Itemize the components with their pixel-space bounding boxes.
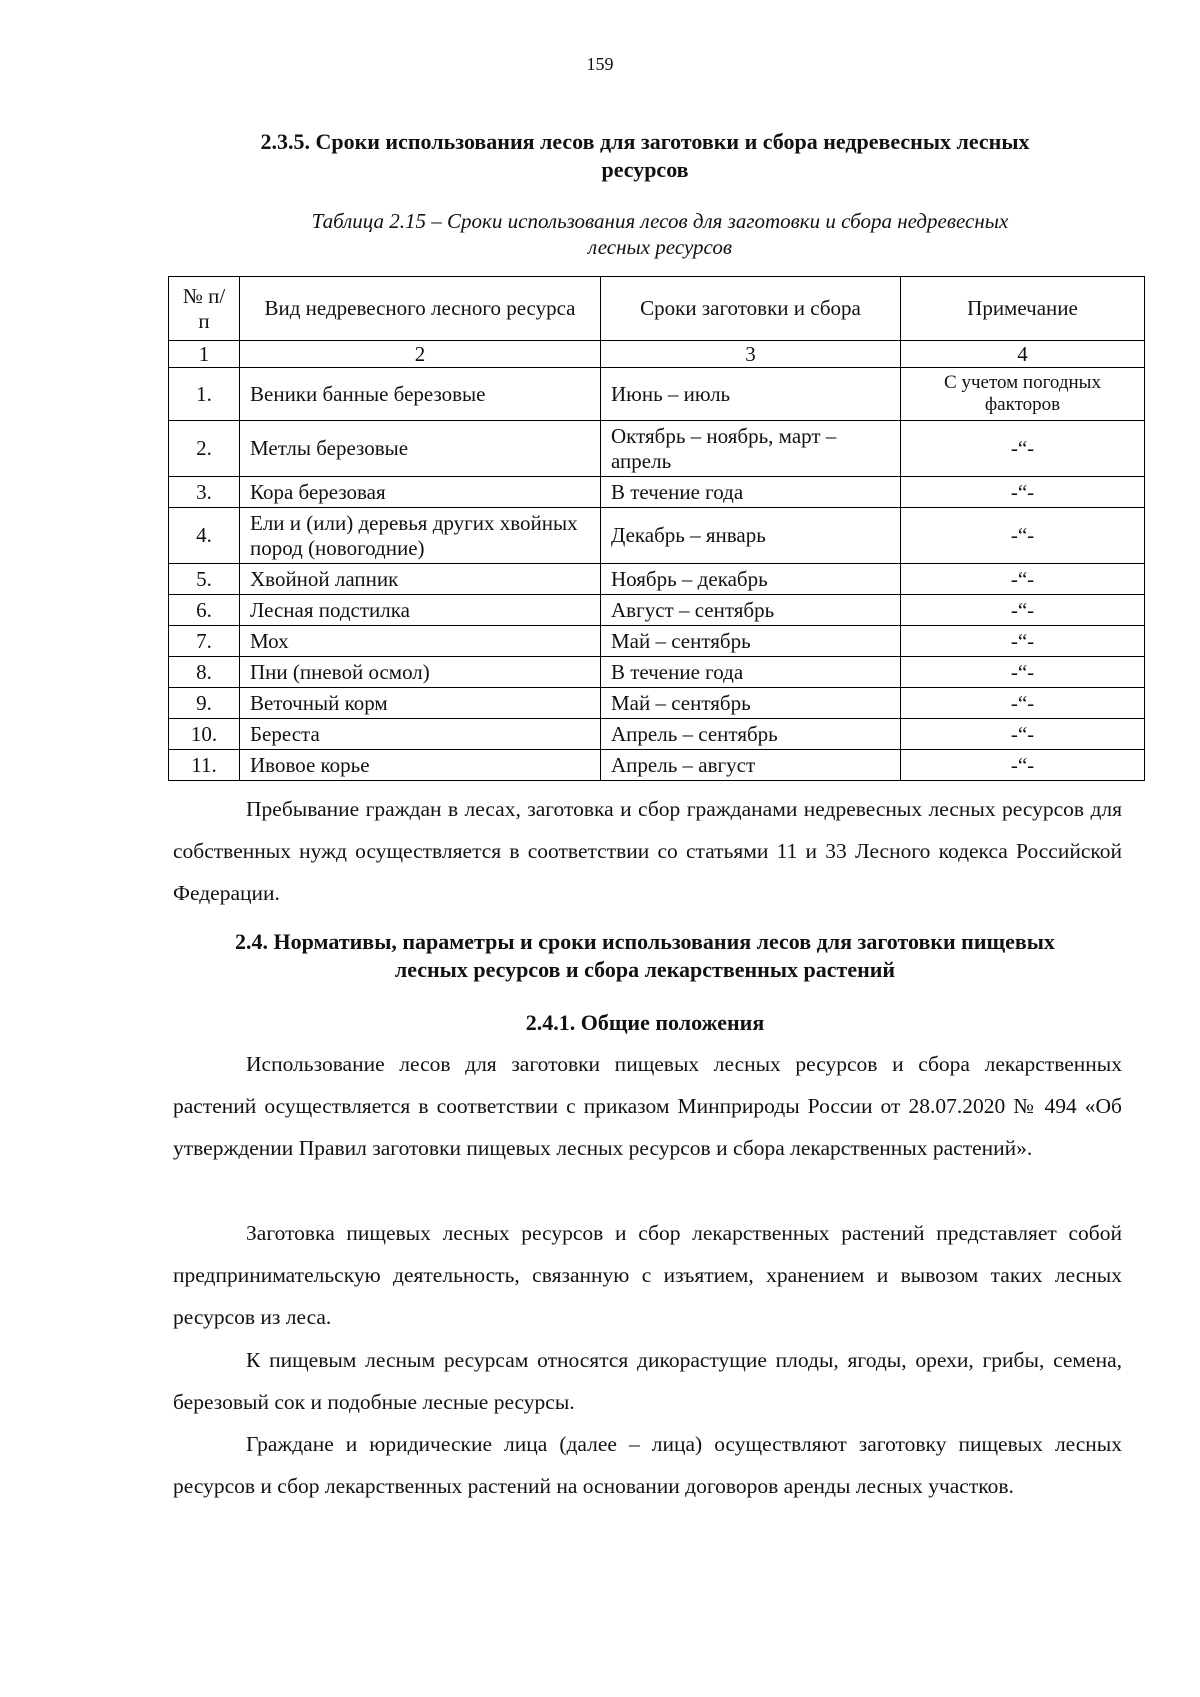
caption-line: Таблица 2.15 – Сроки использования лесов для заготовки и сбора недревесных	[311, 209, 1009, 233]
row-resource: Береста	[240, 719, 601, 750]
row-note: -“-	[901, 688, 1145, 719]
row-number: 10.	[169, 719, 240, 750]
header-number: № п/п	[169, 277, 240, 341]
row-note: -“-	[901, 750, 1145, 781]
row-note: -“-	[901, 595, 1145, 626]
row-note: -“-	[901, 657, 1145, 688]
row-resource: Ивовое корье	[240, 750, 601, 781]
row-period: Ноябрь – декабрь	[601, 564, 901, 595]
row-note: С учетом погодных факторов	[901, 368, 1145, 421]
caption-line: лесных ресурсов	[588, 235, 732, 259]
table-header-row	[169, 277, 1145, 341]
paragraph-food-resources: К пищевым лесным ресурсам относятся дикорастущие плоды, ягоды, орехи, грибы, семена, березовый сок и подобные лесные ресурсы.	[173, 1348, 1122, 1414]
row-period: Май – сентябрь	[601, 688, 901, 719]
table-row	[169, 688, 1145, 719]
table-row	[169, 564, 1145, 595]
section-2-4-1-heading: 2.4.1. Общие положения	[525, 1010, 765, 1035]
row-number: 8.	[169, 657, 240, 688]
resources-table	[168, 276, 1145, 781]
page-number: 159	[586, 54, 614, 74]
table-row	[169, 595, 1145, 626]
section-heading-line: 2.3.5. Сроки использования лесов для заготовки и сбора недревесных лесных	[260, 129, 1030, 154]
row-number: 6.	[169, 595, 240, 626]
row-number: 2.	[169, 421, 240, 477]
column-number: 2	[240, 341, 601, 368]
row-period: Апрель – август	[601, 750, 901, 781]
column-number: 3	[601, 341, 901, 368]
table-row	[169, 421, 1145, 477]
row-resource: Пни (пневой осмол)	[240, 657, 601, 688]
paragraph-lease-basis: Граждане и юридические лица (далее – лица) осуществляют заготовку пищевых лесных ресурсов и сбор лекарственных растений на основании договоров аренды лесных участков.	[173, 1432, 1122, 1498]
column-number: 1	[169, 341, 240, 368]
row-number: 3.	[169, 477, 240, 508]
row-note: -“-	[901, 626, 1145, 657]
table-row	[169, 657, 1145, 688]
table-row	[169, 508, 1145, 564]
row-note: -“-	[901, 477, 1145, 508]
row-period: Апрель – сентябрь	[601, 719, 901, 750]
row-resource: Мох	[240, 626, 601, 657]
table-row	[169, 750, 1145, 781]
header-note: Примечание	[901, 277, 1145, 341]
row-resource: Кора березовая	[240, 477, 601, 508]
column-number: 4	[901, 341, 1145, 368]
row-period: В течение года	[601, 477, 901, 508]
row-resource: Метлы березовые	[240, 421, 601, 477]
paragraph-usage-order: Использование лесов для заготовки пищевых лесных ресурсов и сбора лекарственных растений осуществляется в соответствии с приказом Минприроды России от 28.07.2020 № 494 «Об утверждении Правил заготовки пищевых лесных ресурсов и сбора лекарственных растений».	[173, 1052, 1122, 1160]
paragraph-harvesting-definition: Заготовка пищевых лесных ресурсов и сбор лекарственных растений представляет собой предпринимательскую деятельность, связанную с изъятием, хранением и вывозом таких лесных ресурсов из леса.	[173, 1221, 1122, 1329]
row-period: Май – сентябрь	[601, 626, 901, 657]
table-row	[169, 477, 1145, 508]
column-number-row	[169, 341, 1145, 368]
paragraph-citizens-stay: Пребывание граждан в лесах, заготовка и сбор гражданами недревесных лесных ресурсов для собственных нужд осуществляется в соответствии со статьями 11 и 33 Лесного кодекса Российской Федерации.	[173, 797, 1122, 905]
section-2-3-5-heading	[170, 128, 1120, 184]
header-period: Сроки заготовки и сбора	[601, 277, 901, 341]
row-number: 1.	[169, 368, 240, 421]
section-heading-line: лесных ресурсов и сбора лекарственных растений	[394, 957, 896, 982]
row-number: 9.	[169, 688, 240, 719]
table-row	[169, 368, 1145, 421]
row-note: -“-	[901, 564, 1145, 595]
table-caption	[230, 208, 1090, 260]
row-number: 11.	[169, 750, 240, 781]
row-note: -“-	[901, 421, 1145, 477]
row-note: -“-	[901, 508, 1145, 564]
table-row	[169, 719, 1145, 750]
row-number: 5.	[169, 564, 240, 595]
row-number: 7.	[169, 626, 240, 657]
row-resource: Веники банные березовые	[240, 368, 601, 421]
row-period: Октябрь – ноябрь, март – апрель	[601, 421, 901, 477]
table-row	[169, 626, 1145, 657]
row-resource: Ели и (или) деревья других хвойных пород (новогодние)	[240, 508, 601, 564]
header-resource: Вид недревесного лесного ресурса	[240, 277, 601, 341]
row-resource: Веточный корм	[240, 688, 601, 719]
row-period: В течение года	[601, 657, 901, 688]
row-resource: Лесная подстилка	[240, 595, 601, 626]
row-period: Декабрь – январь	[601, 508, 901, 564]
section-heading-line: 2.4. Нормативы, параметры и сроки использования лесов для заготовки пищевых	[235, 929, 1055, 954]
row-period: Июнь – июль	[601, 368, 901, 421]
row-period: Август – сентябрь	[601, 595, 901, 626]
section-2-4-heading	[170, 928, 1120, 984]
section-heading-line: ресурсов	[601, 157, 689, 182]
row-number: 4.	[169, 508, 240, 564]
row-resource: Хвойной лапник	[240, 564, 601, 595]
row-note: -“-	[901, 719, 1145, 750]
